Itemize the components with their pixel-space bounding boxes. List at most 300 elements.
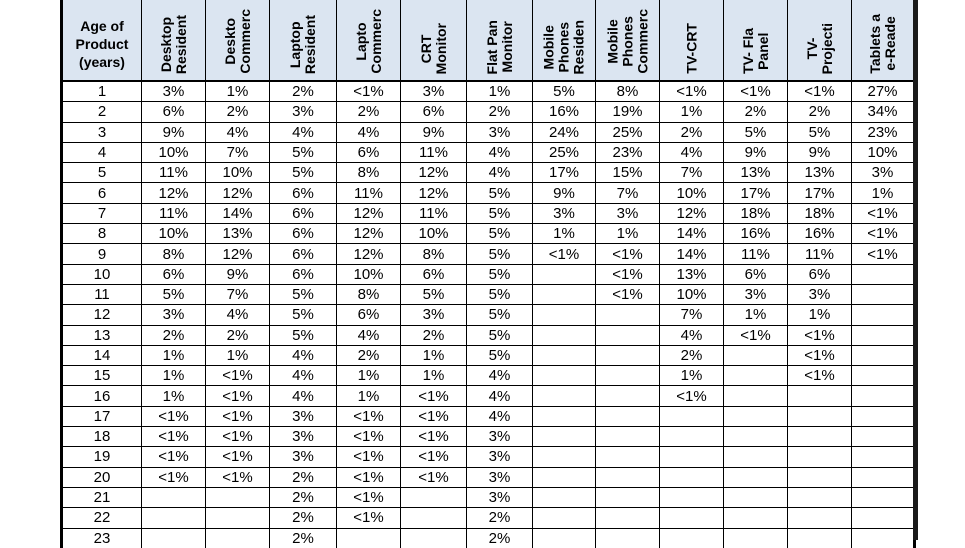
percent-cell: 5%	[270, 163, 337, 183]
percent-cell: <1%	[788, 345, 852, 365]
percent-cell: <1%	[724, 81, 788, 102]
percent-cell: 11%	[788, 244, 852, 264]
percent-cell: <1%	[596, 264, 660, 284]
percent-cell: 11%	[337, 183, 401, 203]
age-cell: 20	[62, 467, 142, 487]
percent-cell	[533, 325, 596, 345]
percent-cell: 4%	[206, 122, 270, 142]
table-body	[62, 81, 915, 548]
percent-cell: 4%	[467, 163, 533, 183]
percent-cell: 5%	[467, 325, 533, 345]
percent-cell: 12%	[337, 244, 401, 264]
percent-cell: 1%	[788, 305, 852, 325]
age-cell: 21	[62, 487, 142, 507]
percent-cell	[533, 528, 596, 548]
age-header-line: (years)	[79, 53, 125, 70]
percent-cell: 10%	[337, 264, 401, 284]
percent-cell: <1%	[401, 467, 467, 487]
percent-cell	[788, 487, 852, 507]
percent-cell	[660, 508, 724, 528]
percent-cell: 4%	[467, 406, 533, 426]
percent-cell	[533, 305, 596, 325]
percent-cell: 2%	[660, 122, 724, 142]
column-header-label: Deskto Commerc	[221, 9, 253, 74]
percent-cell	[596, 366, 660, 386]
percent-cell: 1%	[401, 366, 467, 386]
percent-cell: 12%	[206, 244, 270, 264]
percent-cell: <1%	[401, 386, 467, 406]
percent-cell	[660, 487, 724, 507]
percent-cell: 5%	[467, 183, 533, 203]
percent-cell: 19%	[596, 102, 660, 122]
percent-cell: 17%	[533, 163, 596, 183]
percent-cell: 6%	[270, 264, 337, 284]
percent-cell: 3%	[401, 81, 467, 102]
percent-cell: <1%	[852, 224, 915, 244]
percent-cell: 8%	[142, 244, 206, 264]
percent-cell: 10%	[206, 163, 270, 183]
percent-cell: 5%	[724, 122, 788, 142]
percent-cell: 8%	[596, 81, 660, 102]
age-cell: 13	[62, 325, 142, 345]
percent-cell: <1%	[337, 427, 401, 447]
percent-cell	[206, 528, 270, 548]
percent-cell: 5%	[142, 284, 206, 304]
percent-cell	[724, 447, 788, 467]
percent-cell: 3%	[788, 284, 852, 304]
percent-cell	[788, 447, 852, 467]
percent-cell: <1%	[142, 467, 206, 487]
percent-cell	[852, 447, 915, 467]
percent-cell: 8%	[337, 163, 401, 183]
percent-cell	[660, 528, 724, 548]
percent-cell	[533, 467, 596, 487]
percent-cell: 9%	[533, 183, 596, 203]
percent-cell: <1%	[337, 487, 401, 507]
percent-cell: 13%	[788, 163, 852, 183]
percent-cell: 16%	[724, 224, 788, 244]
table-row	[62, 508, 915, 528]
percent-cell: 17%	[724, 183, 788, 203]
percent-cell: <1%	[206, 366, 270, 386]
table-row	[62, 224, 915, 244]
age-cell: 16	[62, 386, 142, 406]
percent-cell: 4%	[270, 386, 337, 406]
percent-cell	[852, 284, 915, 304]
percent-cell: 18%	[724, 203, 788, 223]
percent-cell: 6%	[270, 224, 337, 244]
column-header	[467, 0, 533, 81]
percent-cell: 2%	[788, 102, 852, 122]
percent-cell: 2%	[724, 102, 788, 122]
percent-cell	[724, 366, 788, 386]
percent-cell: <1%	[852, 203, 915, 223]
percent-cell: 7%	[660, 305, 724, 325]
percent-cell: 2%	[270, 528, 337, 548]
table-row	[62, 183, 915, 203]
percent-cell: 11%	[401, 203, 467, 223]
percent-cell	[596, 345, 660, 365]
percent-cell	[533, 447, 596, 467]
percent-cell: 5%	[788, 122, 852, 142]
percent-cell: <1%	[206, 386, 270, 406]
percent-cell	[852, 508, 915, 528]
percent-cell	[206, 487, 270, 507]
table-row	[62, 102, 915, 122]
age-cell: 23	[62, 528, 142, 548]
percent-cell: <1%	[337, 508, 401, 528]
percent-cell: 3%	[270, 406, 337, 426]
percent-cell	[533, 406, 596, 426]
percent-cell	[401, 487, 467, 507]
percent-cell: 2%	[337, 102, 401, 122]
age-cell: 2	[62, 102, 142, 122]
percent-cell: 3%	[270, 102, 337, 122]
percent-cell	[852, 345, 915, 365]
percent-cell: 14%	[660, 224, 724, 244]
age-cell: 7	[62, 203, 142, 223]
percent-cell: <1%	[788, 325, 852, 345]
column-header-label: CRT Monitor	[417, 22, 449, 74]
percent-cell	[533, 366, 596, 386]
percent-cell: 9%	[788, 142, 852, 162]
percent-cell: <1%	[596, 244, 660, 264]
percent-cell	[596, 305, 660, 325]
percent-cell	[533, 386, 596, 406]
table-row	[62, 163, 915, 183]
percent-cell: 4%	[270, 366, 337, 386]
percent-cell	[724, 406, 788, 426]
percent-cell: 6%	[142, 102, 206, 122]
table-row	[62, 366, 915, 386]
percent-cell: 2%	[660, 345, 724, 365]
percent-cell: 5%	[467, 305, 533, 325]
percent-cell: 11%	[724, 244, 788, 264]
table-row	[62, 427, 915, 447]
percent-cell: 3%	[724, 284, 788, 304]
percent-cell	[401, 528, 467, 548]
percent-cell: 1%	[142, 386, 206, 406]
percent-cell: 1%	[852, 183, 915, 203]
table-row	[62, 305, 915, 325]
column-header	[142, 0, 206, 81]
column-header-label: Flat Pan Monitor	[483, 19, 515, 74]
percent-cell: 13%	[660, 264, 724, 284]
percent-cell	[724, 508, 788, 528]
percent-cell: 1%	[660, 102, 724, 122]
percent-cell: 6%	[270, 244, 337, 264]
percent-cell: 2%	[206, 325, 270, 345]
percent-cell: <1%	[206, 447, 270, 467]
table-row	[62, 386, 915, 406]
percent-cell: <1%	[206, 427, 270, 447]
column-header	[206, 0, 270, 81]
percent-cell: 5%	[467, 345, 533, 365]
percent-cell: <1%	[337, 467, 401, 487]
column-header	[596, 0, 660, 81]
age-header-line: Product	[75, 35, 129, 52]
percent-cell: 3%	[467, 447, 533, 467]
percent-cell: 1%	[337, 386, 401, 406]
age-cell: 6	[62, 183, 142, 203]
percent-cell: 9%	[142, 122, 206, 142]
percent-cell	[533, 508, 596, 528]
percent-cell: 12%	[401, 183, 467, 203]
percent-cell: 6%	[337, 142, 401, 162]
percent-cell: 5%	[467, 224, 533, 244]
percent-cell: 6%	[788, 264, 852, 284]
age-cell: 4	[62, 142, 142, 162]
column-header	[401, 0, 467, 81]
percent-cell: <1%	[337, 81, 401, 102]
percent-cell: 3%	[533, 203, 596, 223]
percent-cell: <1%	[660, 386, 724, 406]
header-row	[62, 0, 915, 81]
percent-cell: <1%	[337, 406, 401, 426]
percent-cell: <1%	[401, 447, 467, 467]
percent-cell: 2%	[467, 528, 533, 548]
percent-cell: 9%	[401, 122, 467, 142]
percent-cell: 2%	[142, 325, 206, 345]
column-header	[660, 0, 724, 81]
percent-cell	[596, 406, 660, 426]
percent-cell: 9%	[724, 142, 788, 162]
column-header	[533, 0, 596, 81]
percent-cell: 12%	[142, 183, 206, 203]
age-cell: 15	[62, 366, 142, 386]
percent-cell: 7%	[660, 163, 724, 183]
percent-cell	[596, 325, 660, 345]
percent-cell: 6%	[270, 203, 337, 223]
percent-cell: 5%	[467, 284, 533, 304]
percent-cell: 10%	[852, 142, 915, 162]
percent-cell: <1%	[206, 467, 270, 487]
percent-cell: 25%	[596, 122, 660, 142]
percent-cell	[724, 467, 788, 487]
percent-cell	[788, 528, 852, 548]
percent-cell: 7%	[206, 142, 270, 162]
table-row	[62, 487, 915, 507]
percent-cell: 23%	[596, 142, 660, 162]
percent-cell: 4%	[467, 386, 533, 406]
percent-cell: 3%	[142, 305, 206, 325]
percent-cell	[788, 386, 852, 406]
percent-cell: 1%	[206, 345, 270, 365]
percent-cell	[533, 284, 596, 304]
percent-cell: 14%	[206, 203, 270, 223]
percent-cell: 4%	[467, 142, 533, 162]
age-cell: 1	[62, 81, 142, 102]
percent-cell	[596, 467, 660, 487]
percent-cell	[660, 467, 724, 487]
percent-cell: <1%	[788, 366, 852, 386]
percent-cell: 9%	[206, 264, 270, 284]
percent-cell: <1%	[337, 447, 401, 467]
percent-cell: 25%	[533, 142, 596, 162]
percent-cell: 3%	[142, 81, 206, 102]
table-row	[62, 284, 915, 304]
percent-cell: 4%	[337, 325, 401, 345]
percent-cell	[852, 366, 915, 386]
percent-cell: <1%	[206, 406, 270, 426]
percent-cell: 3%	[270, 447, 337, 467]
table-row	[62, 345, 915, 365]
column-header	[337, 0, 401, 81]
percent-cell: 3%	[467, 122, 533, 142]
age-cell: 8	[62, 224, 142, 244]
product-age-distribution-table	[60, 0, 916, 548]
table-row	[62, 142, 915, 162]
percent-cell	[142, 508, 206, 528]
age-cell: 17	[62, 406, 142, 426]
percent-cell: 24%	[533, 122, 596, 142]
column-header	[724, 0, 788, 81]
percent-cell: 3%	[467, 467, 533, 487]
percent-cell: 8%	[337, 284, 401, 304]
percent-cell: <1%	[533, 244, 596, 264]
percent-cell: 12%	[401, 163, 467, 183]
percent-cell: 2%	[467, 102, 533, 122]
percent-cell: 11%	[401, 142, 467, 162]
percent-cell	[788, 406, 852, 426]
percent-cell: 7%	[206, 284, 270, 304]
percent-cell: 14%	[660, 244, 724, 264]
table-row	[62, 122, 915, 142]
percent-cell: <1%	[142, 427, 206, 447]
column-header-label: Desktop Resident	[157, 14, 189, 74]
percent-cell	[533, 427, 596, 447]
percent-cell	[337, 528, 401, 548]
percent-cell: 11%	[142, 203, 206, 223]
column-header-label: Mobile Phones Commerc	[604, 9, 650, 74]
percent-cell: 5%	[270, 284, 337, 304]
percent-cell: 16%	[533, 102, 596, 122]
column-header-label: Tablets a e-Reade	[866, 14, 898, 74]
percent-cell: 3%	[596, 203, 660, 223]
percent-cell: 2%	[270, 508, 337, 528]
percent-cell: 6%	[142, 264, 206, 284]
table-row	[62, 264, 915, 284]
percent-cell	[142, 528, 206, 548]
percent-cell: 18%	[788, 203, 852, 223]
percent-cell	[852, 264, 915, 284]
percent-cell: 1%	[337, 366, 401, 386]
page-edge-divider	[913, 0, 918, 540]
percent-cell: 5%	[270, 142, 337, 162]
table-row	[62, 528, 915, 548]
percent-cell: 4%	[660, 142, 724, 162]
age-cell: 10	[62, 264, 142, 284]
percent-cell: <1%	[596, 284, 660, 304]
percent-cell: 1%	[724, 305, 788, 325]
percent-cell: 2%	[270, 487, 337, 507]
percent-cell: 10%	[401, 224, 467, 244]
percent-cell	[852, 406, 915, 426]
percent-cell	[596, 427, 660, 447]
percent-cell	[724, 386, 788, 406]
percent-cell: 6%	[337, 305, 401, 325]
percent-cell: 6%	[270, 183, 337, 203]
percent-cell	[660, 406, 724, 426]
table-row	[62, 203, 915, 223]
percent-cell: 17%	[788, 183, 852, 203]
percent-cell	[596, 386, 660, 406]
percent-cell: 2%	[401, 325, 467, 345]
percent-cell	[852, 325, 915, 345]
percent-cell: 1%	[467, 81, 533, 102]
percent-cell: 4%	[337, 122, 401, 142]
age-cell: 12	[62, 305, 142, 325]
percent-cell: 15%	[596, 163, 660, 183]
age-cell: 18	[62, 427, 142, 447]
column-header-label: Lapto Commerc	[352, 9, 384, 74]
percent-cell	[852, 305, 915, 325]
percent-cell	[788, 427, 852, 447]
percent-cell: 1%	[533, 224, 596, 244]
column-header-label: TV-CRT	[683, 23, 699, 74]
percent-cell: 11%	[142, 163, 206, 183]
percent-cell	[660, 427, 724, 447]
percent-cell: 1%	[660, 366, 724, 386]
percent-cell	[724, 528, 788, 548]
column-header-label: TV- Projecti	[803, 22, 835, 74]
percent-cell: 6%	[401, 264, 467, 284]
column-header	[852, 0, 915, 81]
age-cell: 22	[62, 508, 142, 528]
percent-cell: 1%	[142, 345, 206, 365]
percent-cell: <1%	[401, 406, 467, 426]
percent-cell: 23%	[852, 122, 915, 142]
percent-cell	[852, 528, 915, 548]
percent-cell: <1%	[724, 325, 788, 345]
column-header	[270, 0, 337, 81]
percent-cell	[852, 427, 915, 447]
percent-cell	[142, 487, 206, 507]
percent-cell: 5%	[467, 264, 533, 284]
percent-cell	[788, 508, 852, 528]
column-header-label: Laptop Resident	[287, 14, 318, 74]
age-cell: 9	[62, 244, 142, 264]
percent-cell: 4%	[270, 345, 337, 365]
percent-cell: 5%	[401, 284, 467, 304]
column-header-label: Mobile Phones Residen	[540, 19, 587, 74]
percent-cell	[206, 508, 270, 528]
percent-cell: 3%	[401, 305, 467, 325]
age-header-line: Age of	[80, 17, 124, 34]
percent-cell: 6%	[401, 102, 467, 122]
age-cell: 5	[62, 163, 142, 183]
percent-cell	[533, 345, 596, 365]
percent-cell: <1%	[401, 427, 467, 447]
percent-cell: <1%	[788, 81, 852, 102]
percent-cell: <1%	[852, 244, 915, 264]
percent-cell: 10%	[142, 142, 206, 162]
percent-cell: 12%	[660, 203, 724, 223]
percent-cell	[533, 487, 596, 507]
percent-cell: 5%	[270, 325, 337, 345]
percent-cell: 12%	[337, 203, 401, 223]
percent-cell: 10%	[660, 183, 724, 203]
percent-cell: 3%	[467, 487, 533, 507]
percent-cell	[852, 386, 915, 406]
percent-cell: 3%	[852, 163, 915, 183]
column-header-label: TV- Fla Panel	[739, 28, 771, 74]
percent-cell: 10%	[142, 224, 206, 244]
percent-cell: 4%	[270, 122, 337, 142]
percent-cell	[852, 487, 915, 507]
percent-cell	[724, 487, 788, 507]
percent-cell	[788, 467, 852, 487]
